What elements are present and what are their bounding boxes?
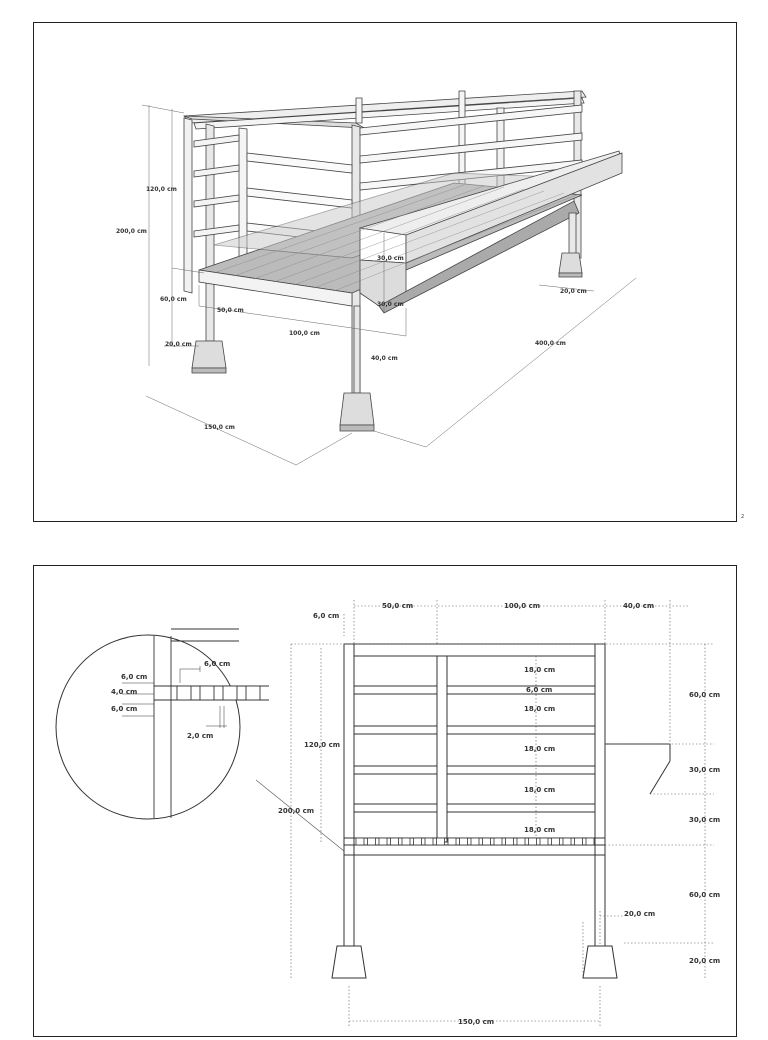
dim-60: 60,0 cm: [160, 296, 187, 303]
detail-dim-6a: 6,0 cm: [204, 660, 231, 668]
dim-400: 400,0 cm: [535, 340, 566, 347]
dim-foot-20: 20,0 cm: [560, 288, 587, 295]
floor-grating: [356, 838, 594, 845]
dim-right-20: 20,0 cm: [689, 957, 721, 965]
grating-bar: [379, 838, 387, 845]
elevation-frame: [332, 644, 670, 978]
dim-40: 40,0 cm: [371, 355, 398, 362]
grating-bar: [448, 838, 456, 845]
grating-bar: [414, 838, 422, 845]
dim-20: 20,0 cm: [165, 341, 192, 348]
grating-bar: [391, 838, 399, 845]
dim-inner-18b: 18,0 cm: [524, 705, 556, 713]
grating-bar: [471, 838, 479, 845]
isometric-view-sheet: [33, 22, 737, 522]
grating-bar: [368, 838, 376, 845]
dim-right-30b: 30,0 cm: [689, 816, 721, 824]
grating-bar: [506, 838, 514, 845]
elevation-view-sheet: [33, 565, 737, 1037]
grating-bar: [540, 838, 548, 845]
detail-dim-4: 4,0 cm: [111, 688, 138, 696]
dim-right-30a: 30,0 cm: [689, 766, 721, 774]
grating-bar: [494, 838, 502, 845]
dim-top-40: 40,0 cm: [623, 602, 655, 610]
detail-dim-6c: 6,0 cm: [111, 705, 138, 713]
dim-120: 120,0 cm: [146, 186, 177, 193]
dim-inner-18e: 18,0 cm: [524, 826, 556, 834]
dim-top-6: 6,0 cm: [313, 612, 340, 620]
dim-inner-18c: 18,0 cm: [524, 745, 556, 753]
dim-top-50: 50,0 cm: [382, 602, 414, 610]
isometric-drawing: [34, 23, 736, 521]
dim-200: 200,0 cm: [116, 228, 147, 235]
dim-inner-18d: 18,0 cm: [524, 786, 556, 794]
grating-bar: [563, 838, 571, 845]
detail-dim-6b: 6,0 cm: [121, 673, 148, 681]
grating-bar: [483, 838, 491, 845]
detail-circle: [56, 629, 269, 819]
dim-50: 50,0 cm: [217, 307, 244, 314]
dim-trough-30b: 30,0 cm: [377, 301, 404, 308]
dim-right-60a: 60,0 cm: [689, 691, 721, 699]
dim-left-120: 120,0 cm: [304, 741, 341, 749]
page-number: 2: [741, 514, 745, 520]
grating-bar: [529, 838, 537, 845]
grating-bar: [437, 838, 445, 845]
grating-bar: [356, 838, 364, 845]
dim-100: 100,0 cm: [289, 330, 320, 337]
detail-dim-2: 2,0 cm: [187, 732, 214, 740]
elevation-drawing: [34, 566, 736, 1036]
dim-inner-18a: 18,0 cm: [524, 666, 556, 674]
grating-bar: [586, 838, 594, 845]
grating-bar: [460, 838, 468, 845]
grating-bar: [552, 838, 560, 845]
dim-trough-30a: 30,0 cm: [377, 255, 404, 262]
dim-top-100: 100,0 cm: [504, 602, 541, 610]
dim-bottom-150: 150,0 cm: [458, 1018, 495, 1026]
dim-foot-20: 20,0 cm: [624, 910, 656, 918]
grating-bar: [402, 838, 410, 845]
dim-right-60b: 60,0 cm: [689, 891, 721, 899]
dim-inner-6: 6,0 cm: [526, 686, 553, 694]
grating-bar: [425, 838, 433, 845]
grating-bar: [575, 838, 583, 845]
dim-left-200: 200,0 cm: [278, 807, 315, 815]
grating-bar: [517, 838, 525, 845]
dim-150: 150,0 cm: [204, 424, 235, 431]
